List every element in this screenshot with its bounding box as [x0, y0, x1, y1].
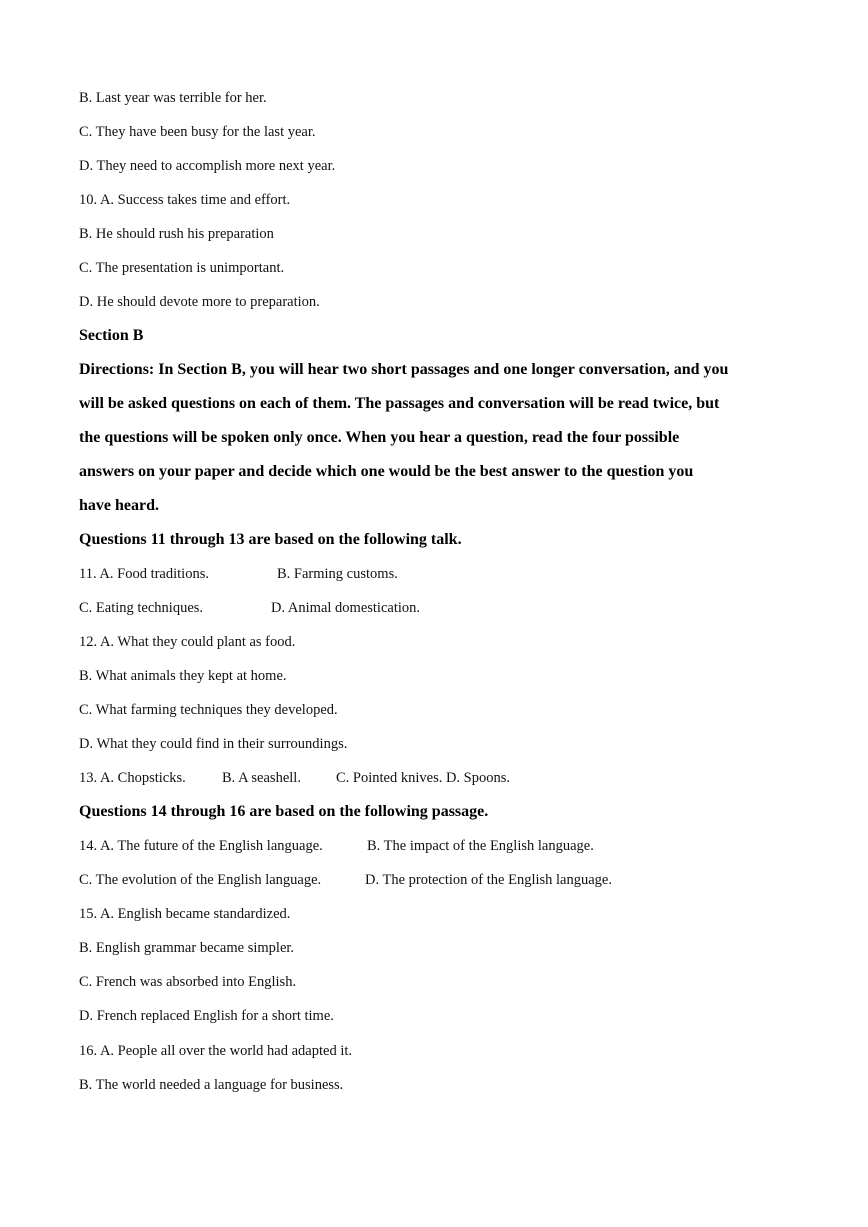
- q14-row-1: [79, 829, 594, 863]
- q13-row: [79, 761, 510, 795]
- q11-row-1: [79, 557, 398, 591]
- directions-line-5: have heard.: [79, 497, 159, 514]
- q15-option-d: D. French replaced English for a short time.: [79, 1008, 334, 1024]
- q10-option-b: B. He should rush his preparation: [79, 226, 274, 242]
- q11-row-2: [79, 591, 420, 625]
- q14-option-b: B. The impact of the English language.: [367, 838, 594, 854]
- q9-option-d: D. They need to accomplish more next year.: [79, 158, 336, 174]
- q15-option-c: C. French was absorbed into English.: [79, 974, 297, 990]
- q12-option-c: C. What farming techniques they developed.: [79, 702, 338, 718]
- q10-option-a: 10. A. Success takes time and effort.: [79, 192, 291, 208]
- q16-option-a: 16. A. People all over the world had adapted it.: [79, 1043, 353, 1059]
- directions-line-4: answers on your paper and decide which one would be the best answer to the question you: [79, 463, 694, 480]
- directions-line-3: the questions will be spoken only once. When you hear a question, read the four possible: [79, 429, 680, 446]
- q15-option-b: B. English grammar became simpler.: [79, 940, 295, 956]
- q13-option-cd: C. Pointed knives. D. Spoons.: [336, 770, 511, 786]
- q13-option-a: 13. A. Chopsticks.: [79, 770, 186, 786]
- q9-option-c: C. They have been busy for the last year.: [79, 124, 316, 140]
- q13-option-b: B. A seashell.: [222, 770, 301, 786]
- q11-option-d: D. Animal domestication.: [271, 600, 421, 616]
- q9-option-b: B. Last year was terrible for her.: [79, 90, 267, 106]
- q14-option-a: 14. A. The future of the English language.: [79, 838, 323, 854]
- q15-option-a: 15. A. English became standardized.: [79, 906, 291, 922]
- directions-line-1: Directions: In Section B, you will hear two short passages and one longer conversation, and you: [79, 361, 729, 378]
- section-b-heading: Section B: [79, 327, 144, 344]
- q14-row-2: [79, 863, 612, 897]
- q11-option-b: B. Farming customs.: [277, 566, 398, 582]
- q12-option-a: 12. A. What they could plant as food.: [79, 634, 296, 650]
- group2-heading: Questions 14 through 16 are based on the following passage.: [79, 803, 489, 820]
- q11-option-c: C. Eating techniques.: [79, 600, 204, 616]
- q12-option-d: D. What they could find in their surroundings.: [79, 736, 348, 752]
- group1-heading: Questions 11 through 13 are based on the following talk.: [79, 531, 462, 548]
- q16-option-b: B. The world needed a language for business.: [79, 1077, 344, 1093]
- directions-line-2: will be asked questions on each of them. The passages and conversation will be read twice, but: [79, 395, 720, 412]
- q11-option-a: 11. A. Food traditions.: [79, 566, 209, 582]
- q10-option-d: D. He should devote more to preparation.: [79, 294, 320, 310]
- q10-option-c: C. The presentation is unimportant.: [79, 260, 285, 276]
- q14-option-c: C. The evolution of the English language.: [79, 872, 322, 888]
- q12-option-b: B. What animals they kept at home.: [79, 668, 287, 684]
- q14-option-d: D. The protection of the English language.: [365, 872, 612, 888]
